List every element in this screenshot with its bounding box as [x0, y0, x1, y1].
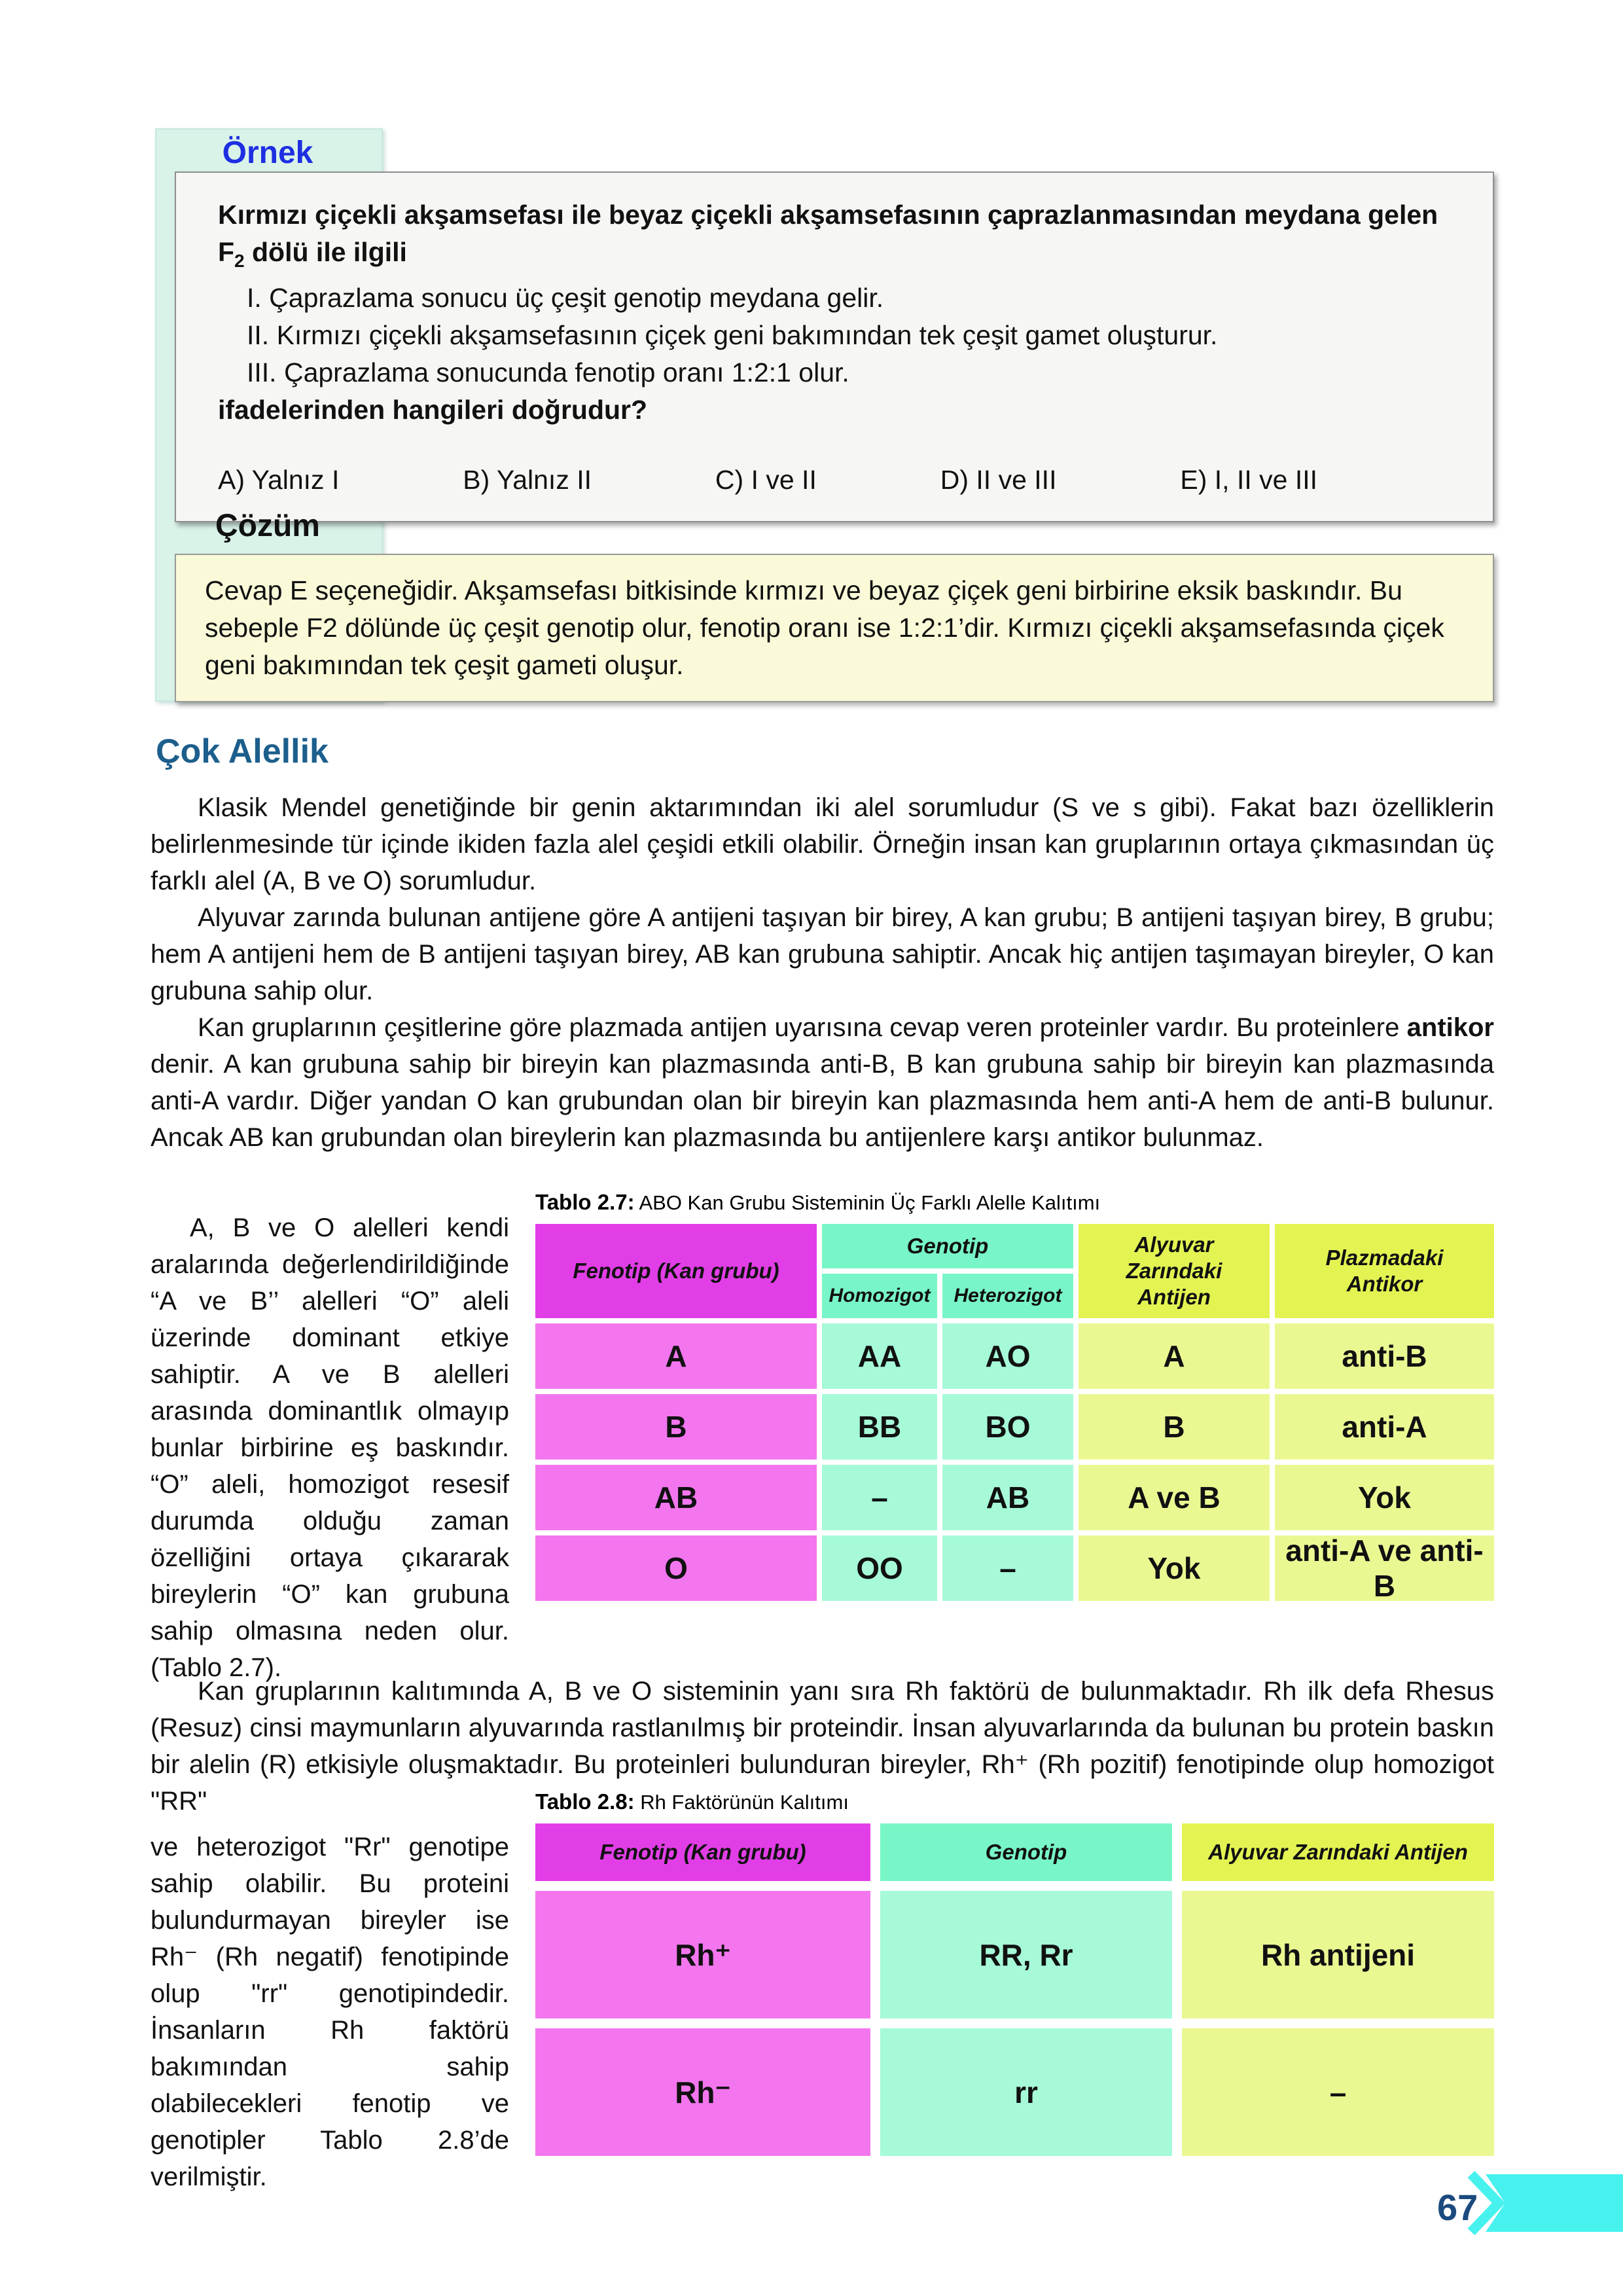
table-cell: Rh⁻	[535, 2028, 870, 2156]
footer-bar	[1486, 2174, 1623, 2232]
statement-item: III. Çaprazlama sonucunda fenotip oranı 1:2:1 olur.	[247, 357, 849, 388]
table-2-7	[535, 1190, 1494, 1601]
table-cell: Rh antijeni	[1182, 1891, 1494, 2018]
answer-options	[218, 461, 1317, 499]
table-2-8-grid	[535, 1823, 1494, 2156]
solution-label: Çözüm	[215, 509, 320, 543]
column-header-antikor: Plazmadaki Antikor	[1275, 1224, 1494, 1318]
table-cell: AO	[942, 1323, 1073, 1389]
table-2-7-grid	[535, 1224, 1494, 1601]
paragraph-beside-table27: A, B ve O alelleri kendi aralarında değerlendirildiğinde “A ve B’’ alelleri “O” aleli üzerinde dominant etkiye sahiptir. A ve B alelleri arasında dominantlık olmayıp bunlar birbirine eş baskındır. “O” aleli, homozigot resesif durumda olduğu zaman özelliğini ortaya çıkararak bireylerin “O” kan grubuna sahip olmasına neden olur. (Tablo 2.7).	[151, 1213, 509, 1682]
table-cell: AB	[942, 1465, 1073, 1530]
table-cell: anti-B	[1275, 1323, 1494, 1389]
table-cell: –	[942, 1535, 1073, 1601]
bold-term-antikor: antikor	[1406, 1013, 1494, 1042]
table-cell: Yok	[1079, 1535, 1270, 1601]
paragraph: Alyuvar zarında bulunan antijene göre A antijeni taşıyan bir birey, A kan grubu; B antijeni taşıyan birey, B grubu; hem A antijeni hem de B antijeni taşıyan birey, AB kan grubuna sahiptir. Ancak hiç antijen taşımayan bireyler, O kan grubuna sahip olur.	[151, 903, 1494, 1005]
table-cell: OO	[822, 1535, 937, 1601]
table-cell: A	[1079, 1323, 1270, 1389]
column-header-fenotip: Fenotip (Kan grubu)	[535, 1224, 817, 1318]
paragraph: Kan gruplarının çeşitlerine göre plazmada antijen uyarısına cevap veren proteinler vardır. Bu proteinlere antikor denir. A kan grubuna sahip bir bireyin kan plazmasında anti-B, B kan grubuna sahip bir bireyin kan plazmasında anti-A vardır. Diğer yandan O kan grubundan olan bir bireyin kan plazmasında hem anti-A hem de anti-B bulunur. Ancak AB kan grubundan olan bireylerin kan plazmasında bu antijenlere karşı antikor bulunmaz.	[151, 1013, 1494, 1152]
section-heading: Çok Alellik	[156, 732, 329, 770]
paragraph-beside-table28: ve heterozigot "Rr" genotipe sahip olabilir. Bu proteini bulundurmayan bireyler ise Rh⁻ (Rh negatif) fenotipinde olup "rr" genotipindedir. İnsanların Rh faktörü bakımından sahip olabilecekleri fenotip ve genotipler Tablo 2.8’de verilmiştir.	[151, 1833, 509, 2191]
statement-item: II. Kırmızı çiçekli akşamsefasının çiçek geni bakımından tek çeşit gamet oluşturur.	[247, 320, 1218, 351]
statement-item: I. Çaprazlama sonucu üç çeşit genotip meydana gelir.	[247, 283, 884, 314]
table-2-8	[535, 1789, 1494, 2156]
table-cell: anti-A ve anti- B	[1275, 1535, 1494, 1601]
column-header-genotip: Genotip	[880, 1823, 1172, 1881]
column-header-antijen: Alyuvar Zarındaki Antijen	[1079, 1224, 1270, 1318]
example-label: Örnek	[222, 135, 313, 170]
option-b: B) Yalnız II	[463, 465, 592, 495]
table-cell: AB	[535, 1465, 817, 1530]
table-cell: O	[535, 1535, 817, 1601]
column-header-homozigot: Homozigot	[822, 1274, 937, 1318]
table-cell: Rh⁺	[535, 1891, 870, 2018]
solution-text: Cevap E seçeneğidir. Akşamsefası bitkisinde kırmızı ve beyaz çiçek geni birbirine eksik baskındır. Bu sebeple F2 dölünde üç çeşit genotip olur, fenotip oranı ise 1:2:1’dir. Kırmızı çiçekli akşamsefasında çiçek geni bakımından tek çeşit gameti oluşur.	[205, 575, 1444, 680]
column-header-heterozigot: Heterozigot	[942, 1274, 1073, 1318]
question-text	[218, 196, 1454, 279]
table-2-8-caption: Tablo 2.8: Rh Faktörünün Kalıtımı	[535, 1789, 849, 1814]
option-c: C) I ve II	[715, 465, 817, 495]
question-footer: ifadelerinden hangileri doğrudur?	[218, 395, 648, 425]
page-number: 67	[1437, 2187, 1478, 2228]
table-cell: BB	[822, 1394, 937, 1460]
table-cell: B	[535, 1394, 817, 1460]
table-cell: B	[1079, 1394, 1270, 1460]
table-cell: AA	[822, 1323, 937, 1389]
table-cell: –	[822, 1465, 937, 1530]
statement-list	[247, 279, 1454, 391]
table-cell: BO	[942, 1394, 1073, 1460]
option-e: E) I, II ve III	[1180, 465, 1317, 495]
table-cell: rr	[880, 2028, 1172, 2156]
table-cell: Yok	[1275, 1465, 1494, 1530]
table-cell: –	[1182, 2028, 1494, 2156]
column-header-genotip: Genotip	[822, 1224, 1073, 1268]
question-card	[175, 171, 1494, 522]
table-cell: RR, Rr	[880, 1891, 1172, 2018]
paragraph: Klasik Mendel genetiğinde bir genin aktarımından iki alel sorumludur (S ve s gibi). Fakat bazı özelliklerin belirlenmesinde tür içinde ikiden fazla alel çeşidi etkili olabilir. Örneğin insan kan gruplarının ortaya çıkmasından üç farklı alel (A, B ve O) sorumludur.	[151, 793, 1494, 895]
paragraph: Kan gruplarının kalıtımında A, B ve O sisteminin yanı sıra Rh faktörü de bulunmaktadır. Rh ilk defa Rhesus (Resuz) cinsi maymunların alyuvarında rastlanılmış bir proteindir. İnsan alyuvarlarında da bulunan bu protein baskın bir alelin (R) etkisiyle oluşmaktadır. Bu proteinleri bulunduran bireyler, Rh⁺ (Rh pozitif) fenotipinde olup homozigot "RR"	[151, 1677, 1494, 1816]
table-cell: A ve B	[1079, 1465, 1270, 1530]
table-2-7-caption: Tablo 2.7: ABO Kan Grubu Sisteminin Üç Farklı Alelle Kalıtımı	[535, 1190, 1101, 1214]
solution-card	[175, 554, 1494, 702]
option-a: A) Yalnız I	[218, 465, 340, 495]
table-cell: anti-A	[1275, 1394, 1494, 1460]
option-d: D) II ve III	[940, 465, 1057, 495]
column-header-fenotip: Fenotip (Kan grubu)	[535, 1823, 870, 1881]
table-cell: A	[535, 1323, 817, 1389]
question-intro: Kırmızı çiçekli akşamsefası ile beyaz çiçekli akşamsefasının çaprazlanmasından meydana gelen	[218, 200, 1438, 230]
question-f2-line: $F_2$ dölü ile ilgili	[218, 237, 407, 272]
column-header-antijen: Alyuvar Zarındaki Antijen	[1182, 1823, 1494, 1881]
